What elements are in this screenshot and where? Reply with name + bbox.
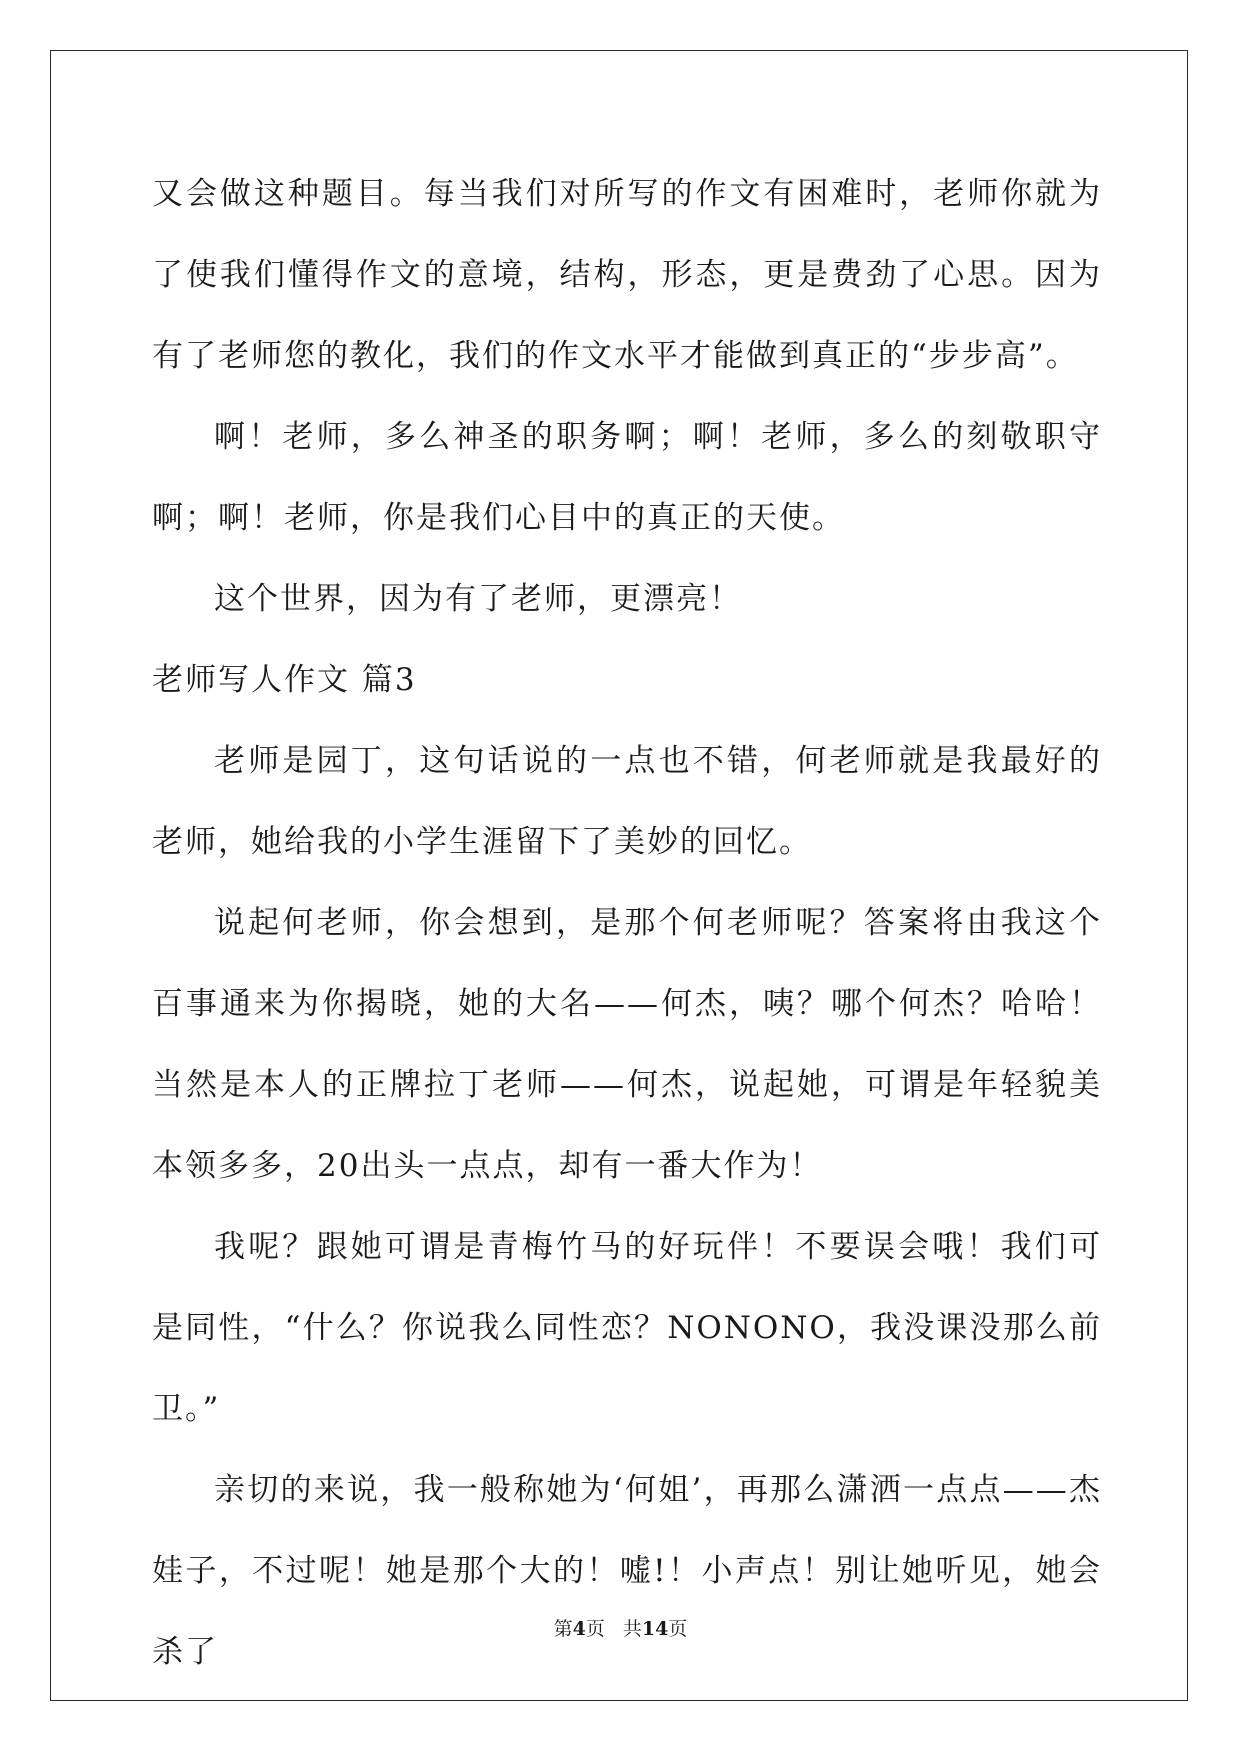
paragraph-4: 老师是园丁，这句话说的一点也不错，何老师就是我最好的老师，她给我的小学生涯留下了美妙的回忆。 bbox=[152, 743, 1102, 860]
footer-total-pages: 14 bbox=[641, 1618, 669, 1640]
footer-page-number: 4 bbox=[572, 1618, 586, 1640]
page-footer bbox=[0, 1614, 1241, 1641]
paragraph-2: 啊！老师，多么神圣的职务啊；啊！老师，多么的刻敬职守啊；啊！老师，你是我们心目中的真正的天使。 bbox=[152, 419, 1102, 536]
paragraph-5: 说起何老师，你会想到，是那个何老师呢？答案将由我这个百事通来为你揭晓，她的大名——何杰，咦？哪个何杰？哈哈！当然是本人的正牌拉丁老师——何杰，说起她，可谓是年轻貌美本领多多，20出头一点点，却有一番大作为！ bbox=[152, 905, 1102, 1184]
footer-total-prefix: 共 bbox=[622, 1618, 642, 1640]
footer-page-suffix: 页 bbox=[585, 1618, 605, 1640]
paragraph-1: 又会做这种题目。每当我们对所写的作文有困难时，老师你就为了使我们懂得作文的意境，结构，形态，更是费劲了心思。因为有了老师您的教化，我们的作文水平才能做到真正的“步步高”。 bbox=[152, 176, 1102, 374]
paragraph-6: 我呢？跟她可谓是青梅竹马的好玩伴！不要误会哦！我们可是同性，“什么？你说我么同性恋？NONONO，我没课没那么前卫。” bbox=[152, 1229, 1102, 1427]
section-title: 老师写人作文 篇3 bbox=[152, 662, 417, 698]
paragraph-3: 这个世界，因为有了老师，更漂亮！ bbox=[214, 581, 742, 617]
footer-prefix: 第 bbox=[553, 1618, 573, 1640]
footer-total-suffix: 页 bbox=[668, 1618, 688, 1640]
paragraph-7: 亲切的来说，我一般称她为‘何姐’，再那么潇洒一点点——杰娃子，不过呢！她是那个大的！嘘!！小声点！别让她听见，她会杀了 bbox=[152, 1472, 1102, 1670]
document-body bbox=[152, 154, 1102, 1693]
